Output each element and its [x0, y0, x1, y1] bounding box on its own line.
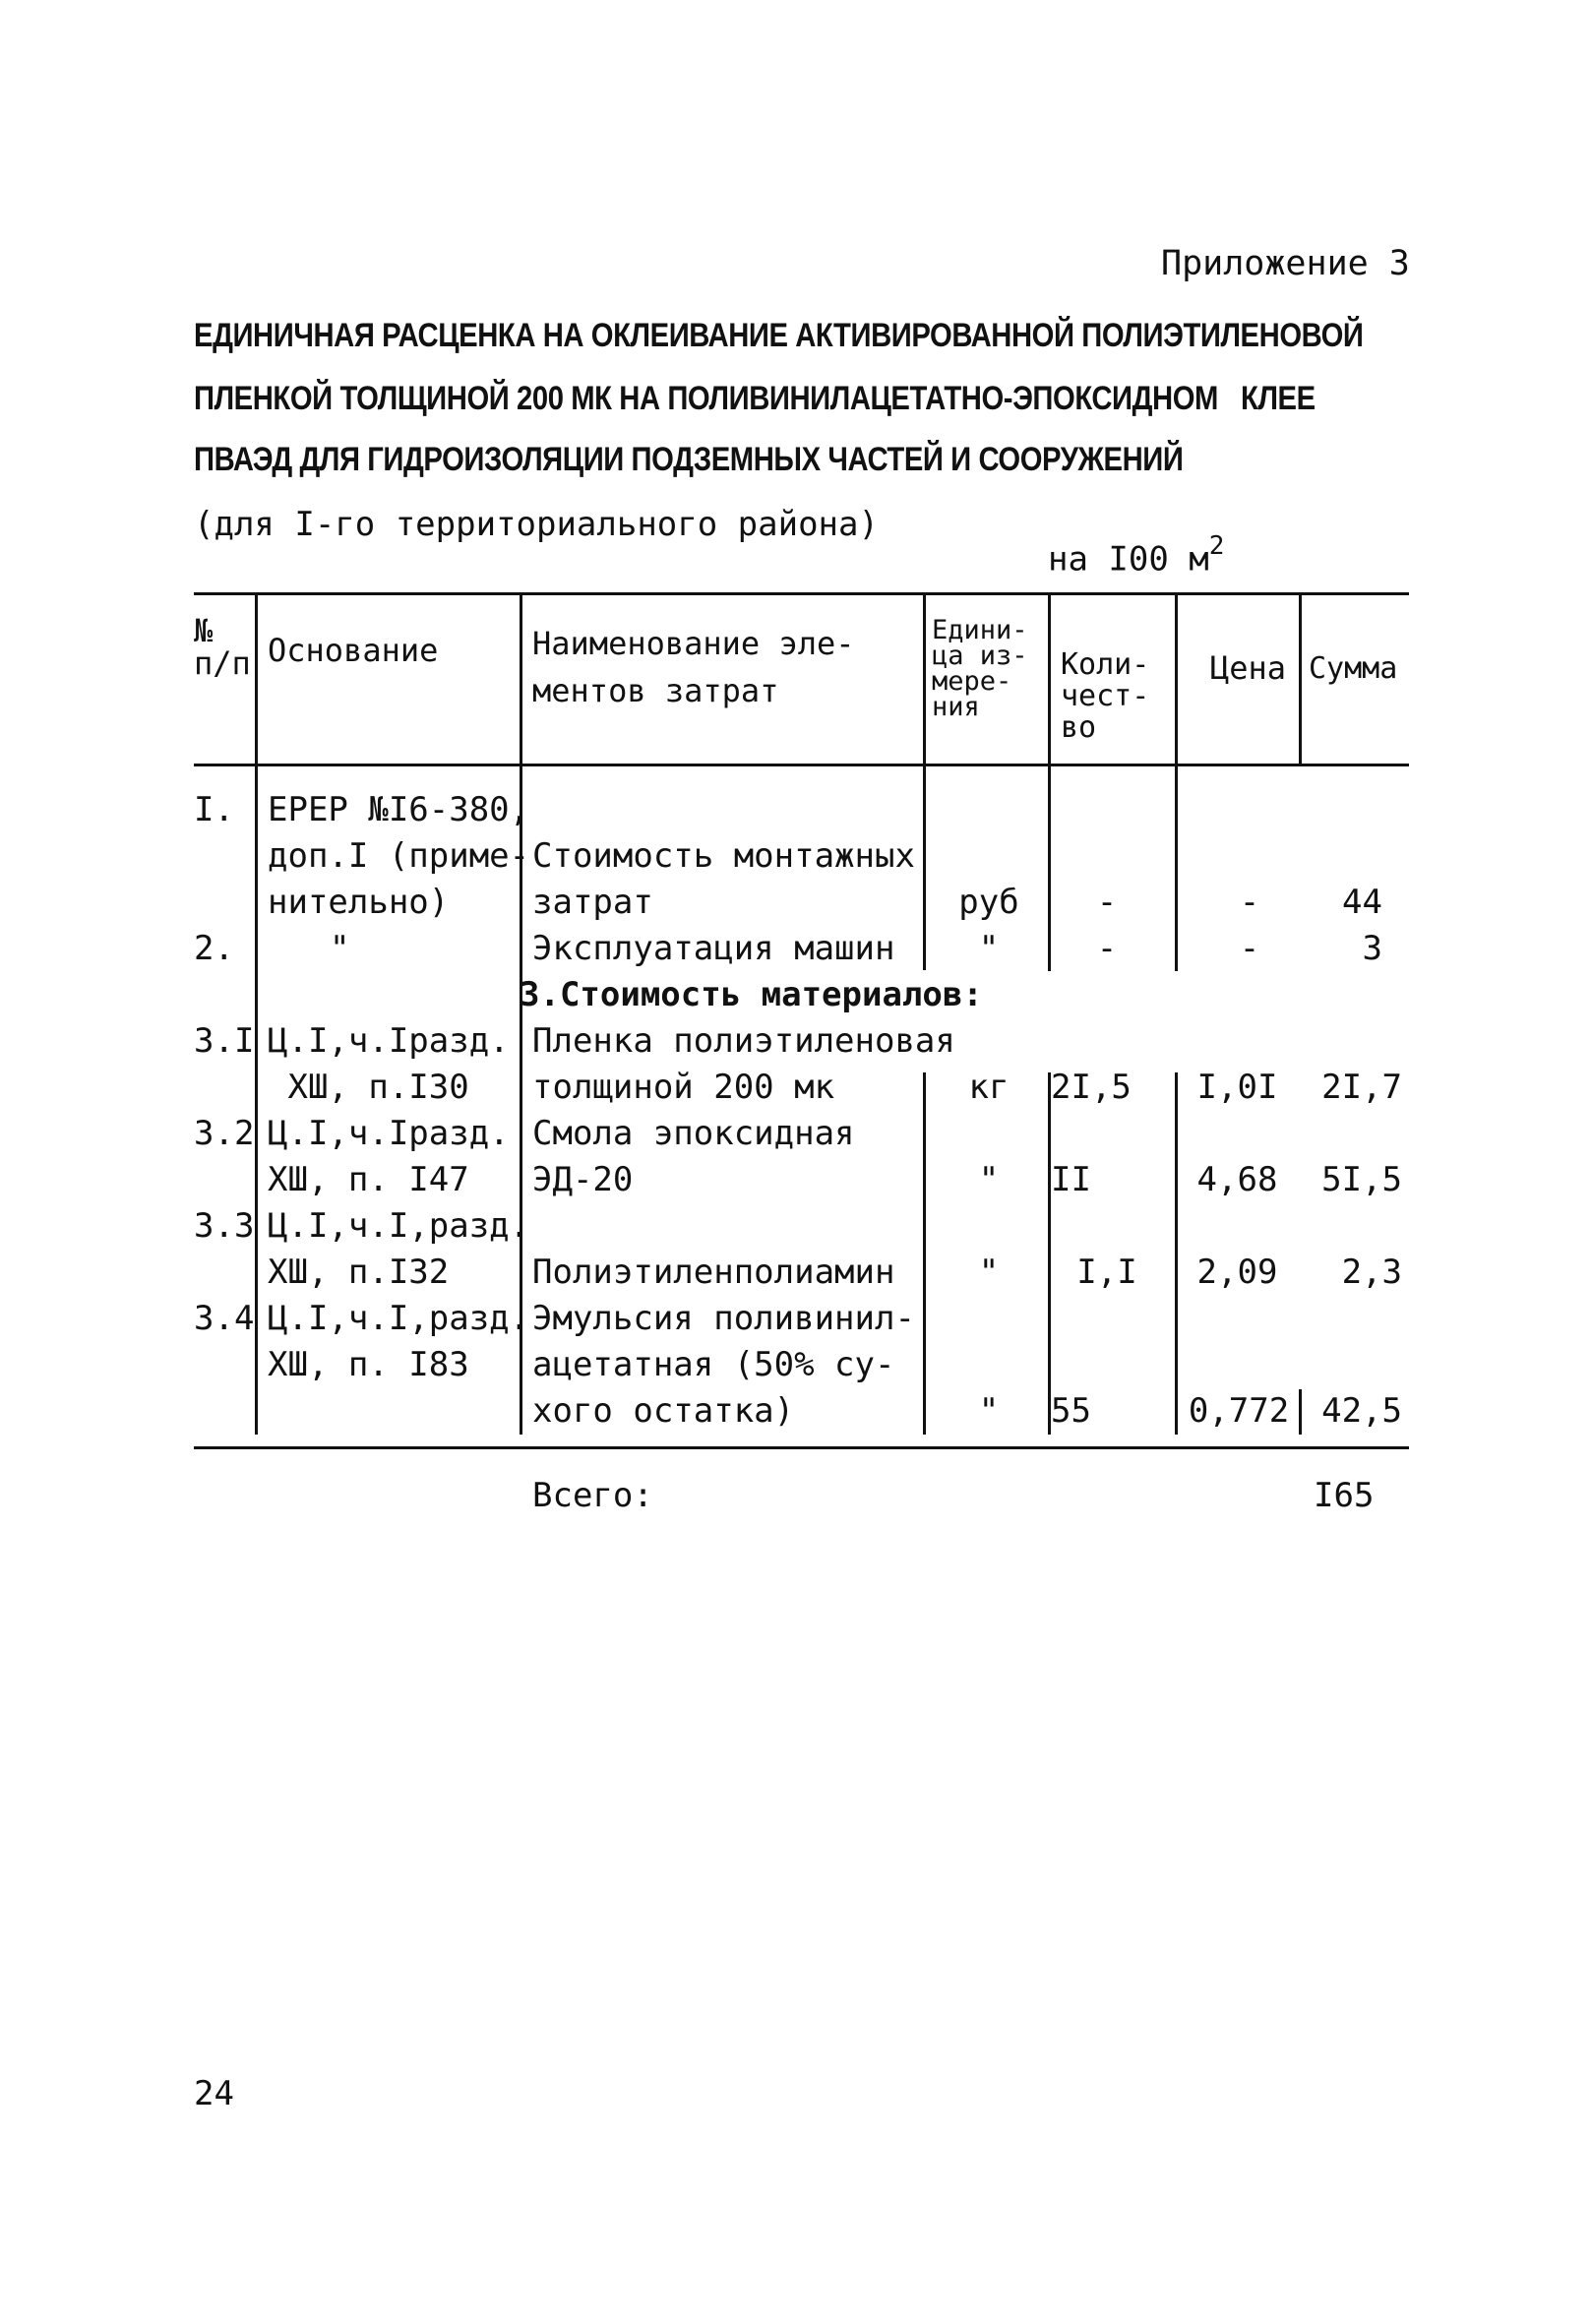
table-row-3-2-qty: II	[1051, 1160, 1091, 1199]
table-row-1-name: Стоимость монтажных затрат	[532, 836, 915, 922]
table-row-3-name: 3.Стоимость материалов:	[520, 975, 983, 1014]
col-rule-5	[1175, 592, 1178, 971]
table-row-3-2-basis: Ц.I,ч.Iразд. ХШ, п. I47	[268, 1114, 510, 1199]
table-row-3-3-sum: 2,3	[1341, 1253, 1402, 1292]
table-row-2-price: -	[1239, 929, 1260, 968]
total-value: I65	[1314, 1476, 1375, 1515]
table-row-3-1-name: Пленка полиэтиленовая толщиной 200 мк	[532, 1021, 955, 1107]
table-row-3-3-unit: "	[978, 1253, 1000, 1292]
table-row-1-basis: ЕРЕР №I6-380, доп.I (приме- нительно)	[268, 790, 530, 922]
header-price: Цена	[1210, 649, 1287, 687]
table-bottom-rule	[194, 1446, 1409, 1449]
col-rule-3	[923, 592, 926, 764]
title-line-3: ПВАЭД ДЛЯ ГИДРОИЗОЛЯЦИИ ПОДЗЕМНЫХ ЧАСТЕЙ И СООРУЖЕНИЙ	[194, 441, 1184, 478]
table-top-rule	[194, 592, 1409, 595]
table-row-1-unit: руб	[958, 883, 1019, 922]
table-row-3-3-price: 2,09	[1196, 1253, 1278, 1292]
table-row-1-no: I.	[194, 790, 234, 829]
table-row-3-4-name: Эмульсия поливинил- ацетатная (50% су- хого остатка)	[532, 1299, 915, 1431]
table-row-3-1-price: I,0I	[1196, 1068, 1278, 1107]
total-label: Всего:	[532, 1476, 653, 1515]
table-row-3-3-qty: I,I	[1076, 1253, 1137, 1292]
title-line-1: ЕДИНИЧНАЯ РАСЦЕНКА НА ОКЛЕИВАНИЕ АКТИВИРОВАННОЙ ПОЛИЭТИЛЕНОВОЙ	[194, 317, 1364, 354]
table-row-3-4-price: 0,772	[1188, 1391, 1290, 1431]
col-rule-4	[1048, 592, 1051, 971]
table-row-2-name: Эксплуатация машин	[532, 929, 895, 968]
table-row-2-no: 2.	[194, 929, 234, 968]
appendix-label: Приложение 3	[1161, 244, 1410, 283]
table-row-3-2-name: Смола эпоксидная ЭД-20	[532, 1114, 855, 1199]
table-row-3-2-unit: "	[978, 1160, 1000, 1199]
table-row-3-1-basis: Ц.I,ч.Iразд. ХШ, п.I30	[268, 1021, 510, 1107]
table-row-3-3-name: Полиэтиленполиамин	[532, 1253, 895, 1292]
col-rule-6b	[1299, 1389, 1302, 1435]
subtitle: (для I-го территориального района)	[194, 505, 879, 544]
col-rule-4b	[1048, 1072, 1051, 1435]
table-row-3-3-basis: Ц.I,ч.I,разд. ХШ, п.I32	[268, 1206, 530, 1292]
table-row-2-unit: "	[978, 929, 1000, 968]
unit-power: 2	[1208, 531, 1225, 561]
table-row-1-qty: -	[1096, 883, 1118, 922]
table-row-1-price: -	[1239, 883, 1260, 922]
header-no: № п/п	[194, 612, 251, 682]
col-rule-6	[1299, 592, 1302, 764]
header-unit: Едини- ца из- мере- ния	[932, 615, 1028, 722]
col-rule-1	[255, 592, 258, 1435]
table-header-rule	[194, 764, 1409, 766]
table-row-2-qty: -	[1096, 929, 1118, 968]
header-qty: Коли- чест- во	[1061, 647, 1150, 745]
table-row-3-1-sum: 2I,7	[1321, 1068, 1402, 1107]
table-row-3-4-no: 3.4	[194, 1299, 255, 1338]
unit-label: на I00 $м^2$	[1048, 531, 1225, 580]
col-rule-3c	[923, 1072, 926, 1435]
header-name: Наименование эле- ментов затрат	[532, 625, 855, 709]
table-row-2-basis: "	[330, 929, 350, 968]
table-row-3-4-unit: "	[978, 1391, 1000, 1431]
table-row-3-1-no: 3.I	[194, 1021, 255, 1061]
table-row-3-2-no: 3.2	[194, 1114, 255, 1153]
header-basis: Основание	[268, 632, 439, 669]
table-row-2-sum: 3	[1362, 929, 1382, 968]
col-rule-5b	[1175, 1072, 1178, 1435]
title-line-2: ПЛЕНКОЙ ТОЛЩИНОЙ 200 МК НА ПОЛИВИНИЛАЦЕТАТНО-ЭПОКСИДНОМ КЛЕЕ	[194, 380, 1316, 417]
table-row-3-3-no: 3.3	[194, 1206, 255, 1246]
col-rule-3b	[923, 764, 926, 970]
table-row-3-4-sum: 42,5	[1321, 1391, 1402, 1431]
page-number: 24	[194, 2074, 234, 2113]
table-row-3-4-basis: Ц.I,ч.I,разд. ХШ, п. I83	[268, 1299, 530, 1384]
table-row-3-1-qty: 2I,5	[1051, 1068, 1132, 1107]
table-row-3-2-sum: 5I,5	[1321, 1160, 1402, 1199]
table-row-3-1-unit: кг	[968, 1068, 1010, 1107]
header-sum: Сумма	[1309, 651, 1398, 686]
table-row-3-4-qty: 55	[1051, 1391, 1091, 1431]
table-row-3-2-price: 4,68	[1196, 1160, 1278, 1199]
table-row-1-sum: 44	[1342, 883, 1382, 922]
